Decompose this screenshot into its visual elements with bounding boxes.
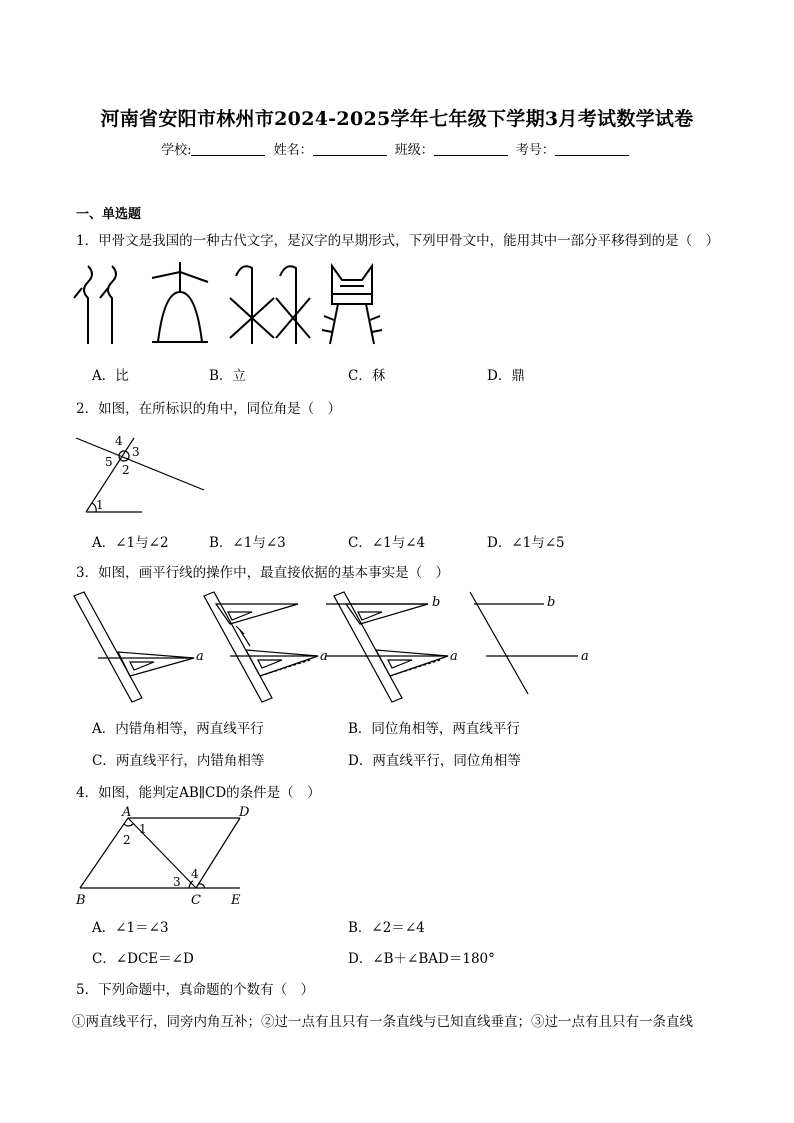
oracle-li2-figure [230, 266, 310, 344]
student-info-line [0, 139, 794, 158]
school-label: 学校: [161, 143, 192, 158]
question-1-stem: 1．甲骨文是我国的一种古代文字，是汉字的早期形式，下列甲骨文中，能用其中一部分平移得到的是（ ） [76, 233, 720, 249]
q4-option-a[interactable]: A．∠1＝∠3 [92, 920, 169, 936]
name-label: 姓名： [273, 143, 313, 158]
question-5-statements: ①两直线平行，同旁内角互补；②过一点有且只有一条直线与已知直线垂直；③过一点有且只有一条直线 [72, 1014, 693, 1030]
exam-number-label: 考号： [515, 143, 555, 158]
q4-option-c[interactable]: C．∠DCE＝∠D [92, 951, 194, 967]
exam-title: 河南省安阳市林州市2024-2025学年七年级下学期3月考试数学试卷 [100, 108, 694, 130]
name-blank[interactable] [313, 143, 387, 156]
q4-option-d[interactable]: D．∠B＋∠BAD＝180° [348, 951, 495, 967]
vertex-label-e: E [231, 893, 241, 908]
q1-option-d[interactable]: D．鼎 [487, 368, 525, 384]
angle-label-5: 5 [105, 455, 113, 469]
q1-option-b[interactable]: B．立 [209, 368, 246, 384]
q2-option-d[interactable]: D．∠1与∠5 [487, 535, 565, 551]
line-label-a-2: a [320, 649, 328, 664]
q3-option-a[interactable]: A．内错角相等，两直线平行 [92, 721, 264, 737]
line-label-a-1: a [196, 649, 204, 664]
q3-parallel-drawing-figure [70, 590, 600, 704]
oracle-li-figure [152, 262, 208, 342]
oracle-ding-figure [322, 266, 382, 344]
q2-angle-figure [70, 428, 210, 520]
question-2-stem: 2．如图，在所标识的角中，同位角是（ ） [76, 401, 342, 417]
question-5-stem: 5．下列命题中，真命题的个数有（ ） [76, 982, 315, 998]
angle-label-2: 2 [123, 833, 131, 847]
angle-label-3: 3 [132, 445, 140, 459]
q3-option-d[interactable]: D．两直线平行，同位角相等 [348, 753, 521, 769]
q1-option-c[interactable]: C．秝 [348, 368, 386, 384]
angle-label-3: 3 [173, 875, 181, 889]
oracle-bone-figures [70, 258, 390, 348]
q3-option-b[interactable]: B．同位角相等，两直线平行 [348, 721, 520, 737]
vertex-label-b: B [76, 893, 86, 908]
exam-number-blank[interactable] [555, 143, 629, 156]
section-heading: 一、单选题 [76, 207, 142, 222]
angle-label-1: 1 [96, 498, 104, 512]
q2-option-c[interactable]: C．∠1与∠4 [348, 535, 426, 551]
angle-label-2: 2 [122, 463, 130, 477]
line-label-a-3: a [450, 649, 458, 664]
oracle-bi-figure [74, 266, 116, 344]
line-label-a-4: a [581, 649, 589, 664]
angle-label-1: 1 [139, 822, 147, 836]
line-label-b-4: b [547, 595, 556, 610]
vertex-label-c: C [191, 893, 201, 908]
q1-option-a[interactable]: A．比 [92, 368, 129, 384]
vertex-label-d: D [239, 805, 250, 820]
school-blank[interactable] [191, 143, 265, 156]
q2-option-a[interactable]: A．∠1与∠2 [92, 535, 169, 551]
q3-option-c[interactable]: C．两直线平行，内错角相等 [92, 753, 265, 769]
vertex-label-a: A [122, 805, 132, 820]
angle-label-4: 4 [191, 867, 199, 881]
question-4-stem: 4．如图，能判定AB∥CD的条件是（ ） [76, 785, 321, 801]
line-label-b-3: b [432, 595, 441, 610]
question-3-stem: 3．如图，画平行线的操作中，最直接依据的基本事实是（ ） [76, 565, 450, 581]
q4-option-b[interactable]: B．∠2＝∠4 [348, 920, 425, 936]
q4-parallelogram-figure [72, 804, 252, 908]
class-blank[interactable] [434, 143, 508, 156]
angle-label-4: 4 [115, 434, 123, 448]
class-label: 班级： [394, 143, 434, 158]
q2-option-b[interactable]: B．∠1与∠3 [209, 535, 286, 551]
